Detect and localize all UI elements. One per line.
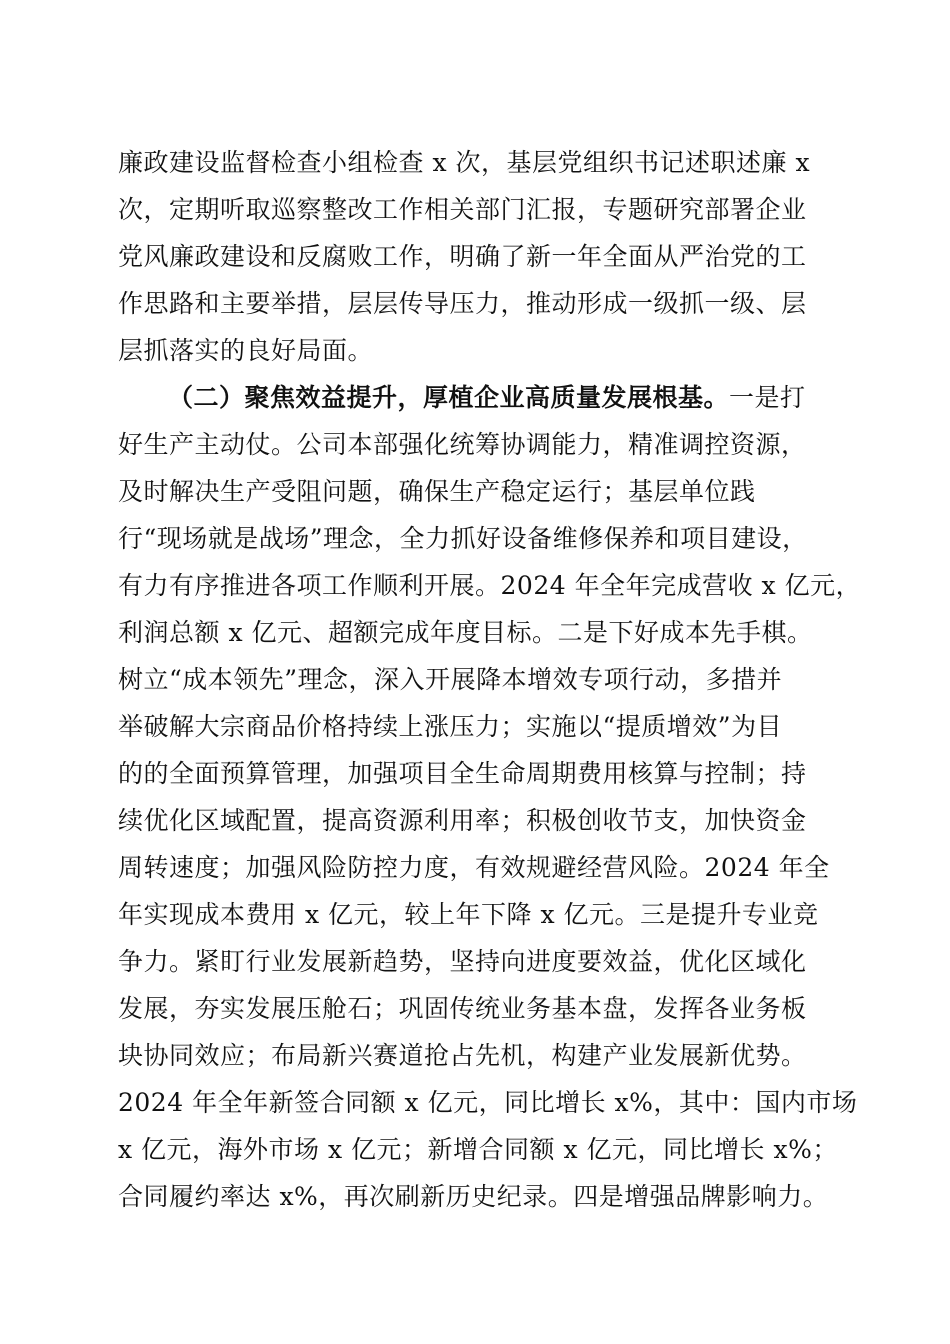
paragraph-2-line: 利润总额 x 亿元、超额完成年度目标。二是下好成本先手棋。 [118, 618, 813, 647]
paragraph-2-line: 周转速度；加强风险防控力度，有效规避经营风险。2024 年全 [118, 853, 830, 882]
paragraph-2-line: 好生产主动仗。公司本部强化统筹协调能力，精准调控资源， [118, 430, 807, 459]
paragraph-2-line: 发展，夯实发展压舱石；巩固传统业务基本盘，发挥各业务板 [118, 994, 807, 1023]
paragraph-2-line: 续优化区域配置，提高资源利用率；积极创收节支，加快资金 [118, 806, 807, 835]
paragraph-1-line: 廉政建设监督检查小组检查 x 次，基层党组织书记述职述廉 x [118, 148, 811, 177]
paragraph-2-line: 行“现场就是战场”理念，全力抓好设备维修保养和项目建设， [118, 524, 808, 553]
paragraph-2-line: 及时解决生产受阻问题，确保生产稳定运行；基层单位践 [118, 477, 756, 506]
paragraph-2-line: 举破解大宗商品价格持续上涨压力；实施以“提质增效”为目 [118, 712, 783, 741]
paragraph-1-line: 作思路和主要举措，层层传导压力，推动形成一级抓一级、层 [118, 289, 807, 318]
paragraph-2-line: 年实现成本费用 x 亿元，较上年下降 x 亿元。三是提升专业竞 [118, 900, 819, 929]
paragraph-1-line: 党风廉政建设和反腐败工作，明确了新一年全面从严治党的工 [118, 242, 807, 271]
paragraph-2-line: 合同履约率达 x%，再次刷新历史纪录。四是增强品牌影响力。 [118, 1182, 829, 1211]
paragraph-2-line: 2024 年全年新签合同额 x 亿元，同比增长 x%，其中：国内市场 [118, 1088, 858, 1117]
paragraph-2-line: 争力。紧盯行业发展新趋势，坚持向进度要效益，优化区域化 [118, 947, 807, 976]
paragraph-2-first-line [168, 381, 838, 415]
paragraph-2-line: 树立“成本领先”理念，深入开展降本增效专项行动，多措并 [118, 665, 783, 694]
paragraph-2-line: 的的全面预算管理，加强项目全生命周期费用核算与控制；持 [118, 759, 807, 788]
paragraph-1-line: 次，定期听取巡察整改工作相关部门汇报，专题研究部署企业 [118, 195, 807, 224]
paragraph-2-line: x 亿元，海外市场 x 亿元；新增合同额 x 亿元，同比增长 x%； [118, 1135, 838, 1164]
section-heading: （二）聚焦效益提升，厚植企业高质量发展根基。 [168, 383, 730, 412]
paragraph-2-line: 有力有序推进各项工作顺利开展。2024 年全年完成营收 x 亿元， [118, 571, 862, 600]
paragraph-2-first-line-rest: 一是打 [729, 383, 806, 412]
paragraph-2-line: 块协同效应；布局新兴赛道抢占先机，构建产业发展新优势。 [118, 1041, 807, 1070]
paragraph-1-line: 层抓落实的良好局面。 [118, 336, 374, 365]
